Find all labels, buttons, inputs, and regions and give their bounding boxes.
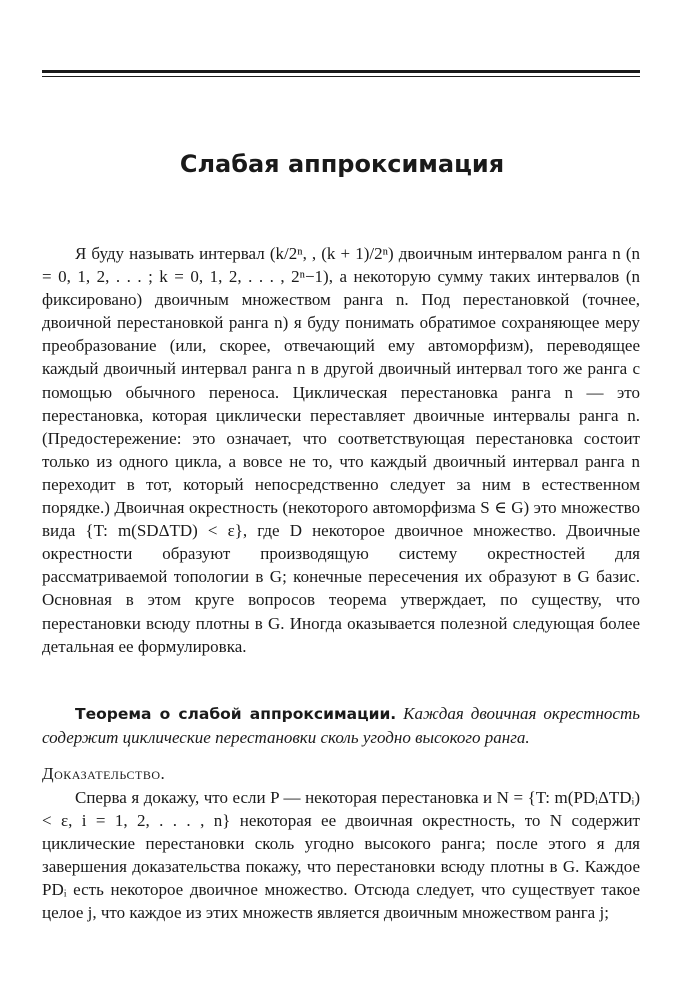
theorem-statement: [42, 702, 640, 749]
top-rule-thick: [42, 70, 640, 73]
paragraph-proof: Сперва я докажу, что если P — некоторая перестановка и N = {T: m(PDᵢΔTDᵢ) < ε, i = 1, 2, . . . , n} некоторая ее двоичная окрестность, то N содержит циклические перестановки сколь угодно высокого ранга; после этого я для завершения доказательства покажу, что перестановки всюду плотны в G. Каждое PDᵢ есть некоторое двоичное множество. Отсюда следует, что существует такое целое j, что каждое из этих множеств является двоичным множеством ранга j;: [42, 788, 640, 923]
proof-label: Доказательство.: [42, 764, 166, 783]
top-rule-thin: [42, 76, 640, 77]
theorem-heading: Теорема о слабой аппроксимации.: [75, 705, 397, 723]
paragraph-intro: Я буду называть интервал (k/2ⁿ, , (k + 1)/2ⁿ) двоичным интервалом ранга n (n = 0, 1, 2, . . . ; k = 0, 1, 2, . . . , 2ⁿ−1), а некоторую сумму таких интервалов (n фиксировано) двоичным множеством ранга n. Под перестановкой (точнее, двоичной перестановкой ранга n) я буду понимать обратимое сохраняющее меру преобразование (или, скорее, отвечающий ему автоморфизм), переводящее каждый двоичный интервал ранга n в другой двоичный интервал того же ранга с помощью обычного переноса. Циклическая перестановка ранга n — это перестановка, которая циклически переставляет двоичные интервалы ранга n. (Предостережение: это означает, что соответствующая перестановка состоит только из одного цикла, а вовсе не то, что каждый двоичный интервал ранга n переходит в тот, который непосредственно следует за ним в естественном порядке.) Двоичная окрестность (некоторого автоморфизма S ∈ G) это множество вида {T: m(SDΔTD) < ε}, где D некоторое двоичное множество. Двоичные окрестности образуют производящую систему окрестностей для рассматриваемой топологии в G; конечные пересечения их образуют в G базис. Основная в этом круге вопросов теорема утверждает, по существу, что перестановки всюду плотны в G. Иногда оказывается полезной следующая более детальная ее формулировка.: [42, 244, 640, 656]
theorem-body: Каждая двоичная окрестность содержит циклические перестановки сколь угодно высокого ранга.: [42, 704, 640, 748]
page-title: Слабая аппроксимация: [179, 150, 505, 178]
